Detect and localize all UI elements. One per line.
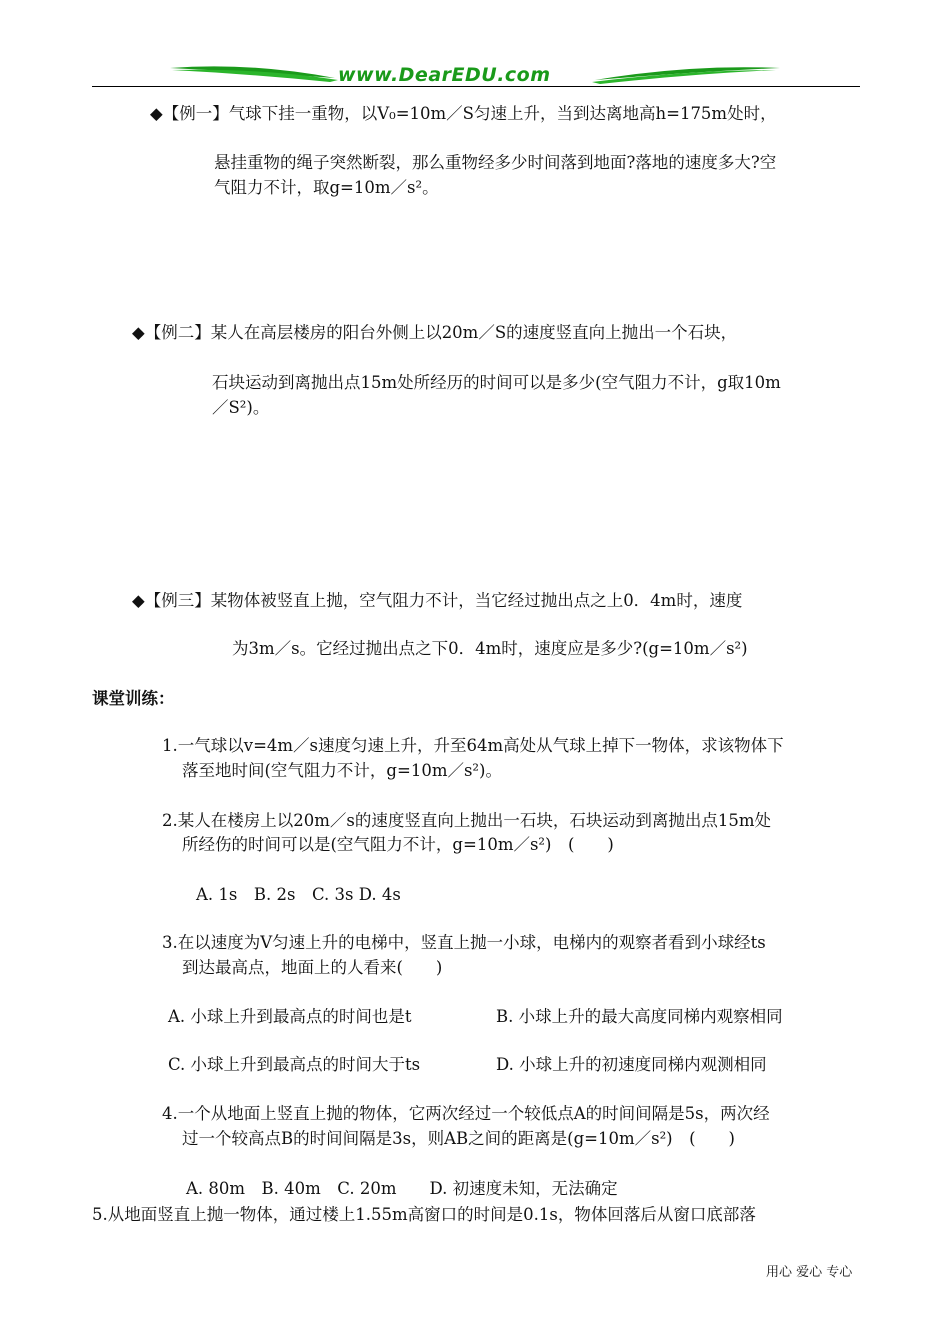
- exercise-3-option-a: A. 小球上升到最高点的时间也是t: [168, 1007, 412, 1026]
- exercise-3-option-d: D. 小球上升的初速度同梯内观测相同: [496, 1055, 767, 1074]
- exercise-4-line-2: 过一个较高点B的时间间隔是3s，则AB之间的距离是(g=10m／s²) ( ): [182, 1129, 735, 1148]
- footer-slogan: 用心 爱心 专心: [766, 1265, 853, 1280]
- example-3-line-2: 为3m／s。它经过抛出点之下0．4m时，速度应是多少?(g=10m／s²): [232, 639, 748, 658]
- logo-text: www.DearEDU.com: [338, 64, 551, 86]
- exercise-3-option-c: C. 小球上升到最高点的时间大于ts: [168, 1055, 421, 1074]
- exercise-3-line-2: 到达最高点，地面上的人看来( ): [182, 958, 443, 977]
- exercise-2-line-1: 2.某人在楼房上以20m／s的速度竖直向上抛出一石块，石块运动到离抛出点15m处: [162, 811, 771, 830]
- example-1-line-1: ◆【例一】气球下挂一重物，以V₀=10m／S匀速上升，当到达离地高h=175m处时，: [150, 104, 777, 123]
- example-2-line-1: ◆【例二】某人在高层楼房的阳台外侧上以20m／S的速度竖直向上抛出一个石块，: [132, 323, 738, 342]
- header-rule: [92, 86, 860, 87]
- exercise-1-line-1: 1.一气球以v=4m／s速度匀速上升，升至64m高处从气球上掉下一物体，求该物体下: [162, 736, 784, 755]
- exercise-5-line-1: 5.从地面竖直上抛一物体，通过楼上1.55m高窗口的时间是0.1s，物体回落后从窗口底部落: [92, 1205, 756, 1224]
- example-1-line-3: 气阻力不计，取g=10m／s²。: [214, 178, 439, 197]
- example-2-line-3: ／S²)。: [212, 398, 270, 417]
- example-1-line-2: 悬挂重物的绳子突然断裂，那么重物经多少时间落到地面?落地的速度多大?空: [214, 153, 777, 172]
- exercise-2-line-2: 所经伤的时间可以是(空气阻力不计，g=10m／s²) ( ): [182, 835, 614, 854]
- exercise-3-option-b: B. 小球上升的最大高度同梯内观察相同: [496, 1007, 783, 1026]
- exercise-4-options: A. 80m B. 40m C. 20m D. 初速度未知，无法确定: [186, 1179, 618, 1198]
- exercise-4-line-1: 4.一个从地面上竖直上抛的物体，它两次经过一个较低点A的时间间隔是5s，两次经: [162, 1104, 770, 1123]
- exercise-1-line-2: 落至地时间(空气阻力不计，g=10m／s²)。: [182, 761, 502, 780]
- example-2-line-2: 石块运动到离抛出点15m处所经历的时间可以是多少(空气阻力不计，g取10m: [212, 373, 781, 392]
- exercise-3-line-1: 3.在以速度为V匀速上升的电梯中，竖直上抛一小球，电梯内的观察者看到小球经ts: [162, 933, 766, 952]
- section-title: 课堂训练：: [92, 689, 175, 708]
- example-3-line-1: ◆【例三】某物体被竖直上抛，空气阻力不计，当它经过抛出点之上0．4m时，速度: [132, 591, 743, 610]
- exercise-2-options: A. 1s B. 2s C. 3s D. 4s: [196, 885, 401, 904]
